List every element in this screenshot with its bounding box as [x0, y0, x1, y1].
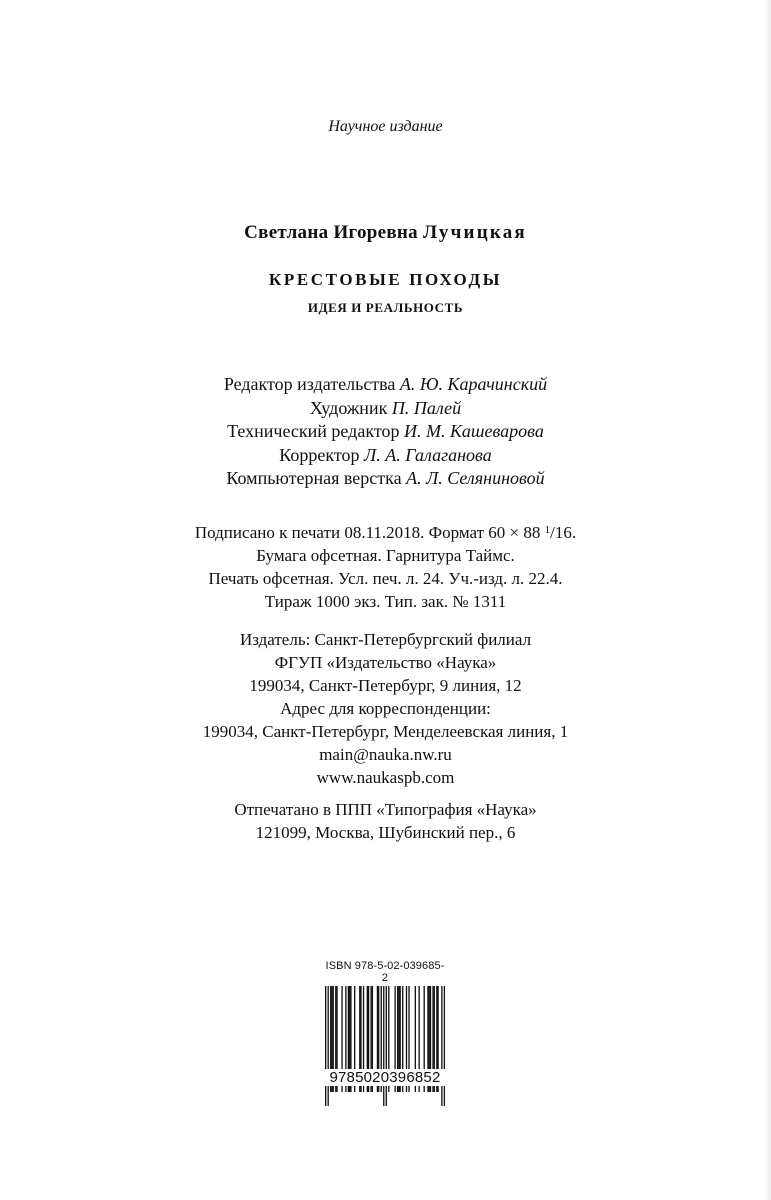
book-subtitle: ИДЕЯ И РЕАЛЬНОСТЬ	[307, 300, 464, 315]
barcode-guard-bar	[444, 986, 445, 1106]
publisher-line: Издатель: Санкт-Петербургский филиал	[239, 630, 532, 649]
printer-line: Отпечатано в ППП «Типография «Наука»	[234, 800, 537, 819]
print-info-line: Тираж 1000 экз. Тип. зак. № 1311	[264, 592, 507, 611]
barcode-guard-bar	[441, 986, 442, 1106]
author-name	[0, 222, 771, 244]
author-given-names: Светлана Игоревна	[244, 222, 418, 243]
publisher-email: main@nauka.nw.ru	[319, 745, 452, 764]
printer-line: 121099, Москва, Шубинский пер., 6	[255, 823, 516, 842]
series-label: Научное издание	[328, 118, 443, 135]
publisher-website: www.naukaspb.com	[316, 768, 455, 787]
barcode-guard-bar	[328, 986, 329, 1106]
print-info-line: Подписано к печати 08.11.2018. Формат 60 × 88 $^1$/16.	[194, 523, 577, 542]
publisher-line: 199034, Санкт-Петербург, Менделеевская линия, 1	[202, 722, 569, 741]
barcode-digits: 9785020396852	[325, 1069, 445, 1086]
publisher-block	[0, 628, 771, 789]
publisher-line: Адрес для корреспонденции:	[280, 699, 491, 718]
barcode-guard-bar	[325, 986, 326, 1106]
barcode-guard-bar	[386, 986, 387, 1106]
publisher-line: ФГУП «Издательство «Наука»	[274, 653, 497, 672]
credit-line: Редактор издательства А. Ю. Карачинский	[223, 374, 548, 394]
credit-line: Корректор Л. А. Галаганова	[279, 444, 492, 465]
print-info-block	[0, 519, 771, 613]
book-title: КРЕСТОВЫЕ ПОХОДЫ	[268, 270, 503, 289]
barcode-bars	[325, 986, 445, 1106]
print-info-line: Печать офсетная. Усл. печ. л. 24. Уч.-изд. л. 22.4.	[208, 569, 563, 588]
barcode-guard-bar	[383, 986, 384, 1106]
credits-block	[0, 373, 771, 491]
printer-block	[0, 798, 771, 844]
credit-line: Технический редактор И. М. Кашеварова	[227, 421, 544, 441]
publisher-line: 199034, Санкт-Петербург, 9 линия, 12	[249, 676, 522, 695]
author-surname: Лучицкая	[423, 222, 527, 243]
credit-line: Художник П. Палей	[309, 397, 462, 418]
isbn-text: ISBN 978-5-02-039685-2	[325, 960, 445, 984]
print-info-line: Бумага офсетная. Гарнитура Таймс.	[256, 546, 515, 565]
credit-line: Компьютерная верстка А. Л. Селяниновой	[226, 468, 545, 488]
